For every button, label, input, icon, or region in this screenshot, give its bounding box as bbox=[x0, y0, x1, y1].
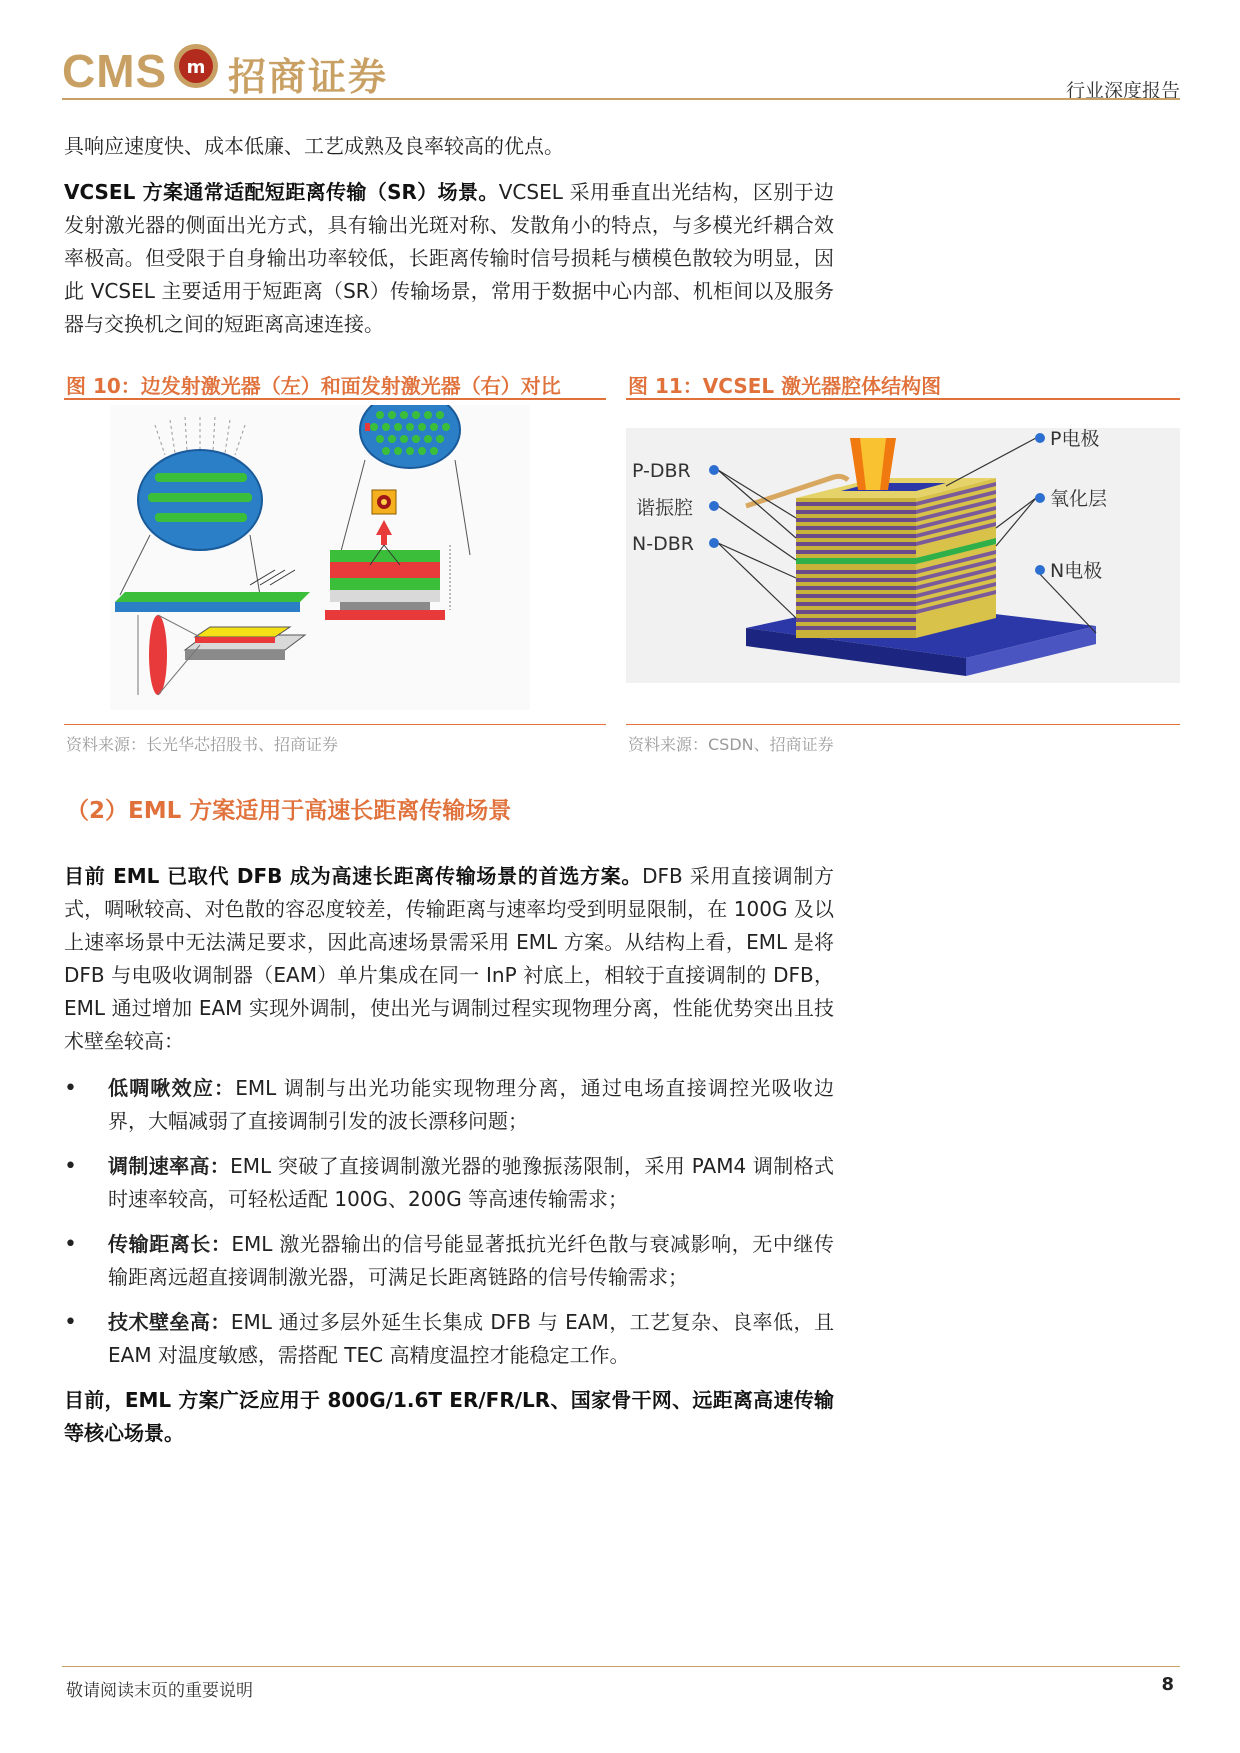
paragraph-vcsel bbox=[64, 176, 834, 341]
paragraph-text: DFB 采用直接调制方式，啁啾较高、对色散的容忍度较差，传输距离与速率均受到明显限制，在 100G 及以上速率场景中无法满足要求，因此高速场景需采用 EML 方案。从结构上看，EML 是将 DFB 与电吸收调制器（EAM）单片集成在同一 InP 衬底上，相较于直接调制的 DFB，EML 通过增加 EAM 实现外调制，使出光与调制过程实现物理分离，性能优势突出且技术壁垒较高： bbox=[64, 864, 834, 1053]
label-p-electrode: P电极 bbox=[1050, 428, 1100, 450]
figure-10-source: 资料来源：长光华芯招股书、招商证券 bbox=[66, 735, 339, 754]
logo-badge-icon bbox=[172, 42, 220, 90]
paragraph-eml bbox=[64, 860, 834, 1058]
paragraph-lead: 目前 EML 已取代 DFB 成为高速长距离传输场景的首选方案。 bbox=[64, 864, 643, 888]
bullet-text: EML 激光器输出的信号能显著抵抗光纤色散与衰减影响，无中继传输距离远超直接调制激光器，可满足长距离链路的信号传输需求； bbox=[108, 1232, 834, 1289]
list-item bbox=[64, 1072, 834, 1138]
figure-11-rule bbox=[626, 398, 1180, 400]
list-item bbox=[64, 1150, 834, 1216]
figure-10-rule bbox=[64, 398, 606, 400]
label-oxide: 氧化层 bbox=[1050, 488, 1108, 510]
logo-cn-text: 招商证券 bbox=[228, 55, 389, 99]
bullet-term: 技术壁垒高： bbox=[108, 1310, 231, 1334]
figure-11-caption: 图 11：VCSEL 激光器腔体结构图 bbox=[628, 374, 942, 398]
bullet-text: EML 调制与出光功能实现物理分离，通过电场直接调控光吸收边界，大幅减弱了直接调制引发的波长漂移问题； bbox=[108, 1076, 834, 1133]
label-p-dbr: P-DBR bbox=[632, 460, 691, 482]
figure-11-source-rule bbox=[626, 724, 1180, 725]
figure-10-caption: 图 10：边发射激光器（左）和面发射激光器（右）对比 bbox=[66, 374, 561, 398]
label-n-electrode: N电极 bbox=[1050, 560, 1103, 582]
bullet-text: EML 突破了直接调制激光器的驰豫振荡限制，采用 PAM4 调制格式时速率较高，可轻松适配 100G、200G 等高速传输需求； bbox=[108, 1154, 834, 1211]
bullet-term: 调制速率高： bbox=[108, 1154, 231, 1178]
page-number: 8 bbox=[1161, 1674, 1174, 1695]
figure-10-image bbox=[110, 405, 530, 710]
figure-11-image bbox=[626, 428, 1180, 683]
bullet-term: 传输距离长： bbox=[108, 1232, 232, 1256]
bullet-icon: • bbox=[64, 1154, 77, 1179]
section-title: （2）EML 方案适用于高速长距离传输场景 bbox=[66, 798, 512, 824]
header-divider bbox=[62, 98, 1180, 100]
label-n-dbr: N-DBR bbox=[632, 533, 694, 555]
bullet-icon: • bbox=[64, 1310, 77, 1335]
footer-notice: 敬请阅读末页的重要说明 bbox=[66, 1681, 253, 1701]
label-cavity: 谐振腔 bbox=[636, 497, 694, 519]
paragraph-intro-tail bbox=[64, 130, 834, 163]
report-type: 行业深度报告 bbox=[1065, 80, 1180, 102]
paragraph-lead: VCSEL 方案通常适配短距离传输（SR）场景。 bbox=[64, 180, 499, 204]
footer-divider bbox=[62, 1666, 1180, 1667]
list-item bbox=[64, 1306, 834, 1372]
logo-text: CMS bbox=[62, 45, 168, 97]
paragraph-text: 具响应速度快、成本低廉、工艺成熟及良率较高的优点。 bbox=[64, 134, 564, 158]
bullet-icon: • bbox=[64, 1232, 77, 1257]
figure-10-source-rule bbox=[64, 724, 606, 725]
svg-text:m: m bbox=[186, 57, 206, 78]
figure-11-source: 资料来源：CSDN、招商证券 bbox=[628, 735, 834, 754]
paragraph-conclusion: 目前，EML 方案广泛应用于 800G/1.6T ER/FR/LR、国家骨干网、远距离高速传输等核心场景。 bbox=[64, 1388, 834, 1445]
bullet-text: EML 通过多层外延生长集成 DFB 与 EAM，工艺复杂、良率低，且 EAM 对温度敏感，需搭配 TEC 高精度温控才能稳定工作。 bbox=[108, 1310, 834, 1367]
list-item bbox=[64, 1228, 834, 1294]
bullet-term: 低啁啾效应： bbox=[108, 1076, 236, 1100]
bullet-icon: • bbox=[64, 1076, 77, 1101]
paragraph-text: VCSEL 采用垂直出光结构，区别于边发射激光器的侧面出光方式，具有输出光斑对称、发散角小的特点，与多模光纤耦合效率极高。但受限于自身输出功率较低，长距离传输时信号损耗与横模色散较为明显，因此 VCSEL 主要适用于短距离（SR）传输场景，常用于数据中心内部、机柜间以及服务器与交换机之间的短距离高速连接。 bbox=[64, 180, 834, 336]
